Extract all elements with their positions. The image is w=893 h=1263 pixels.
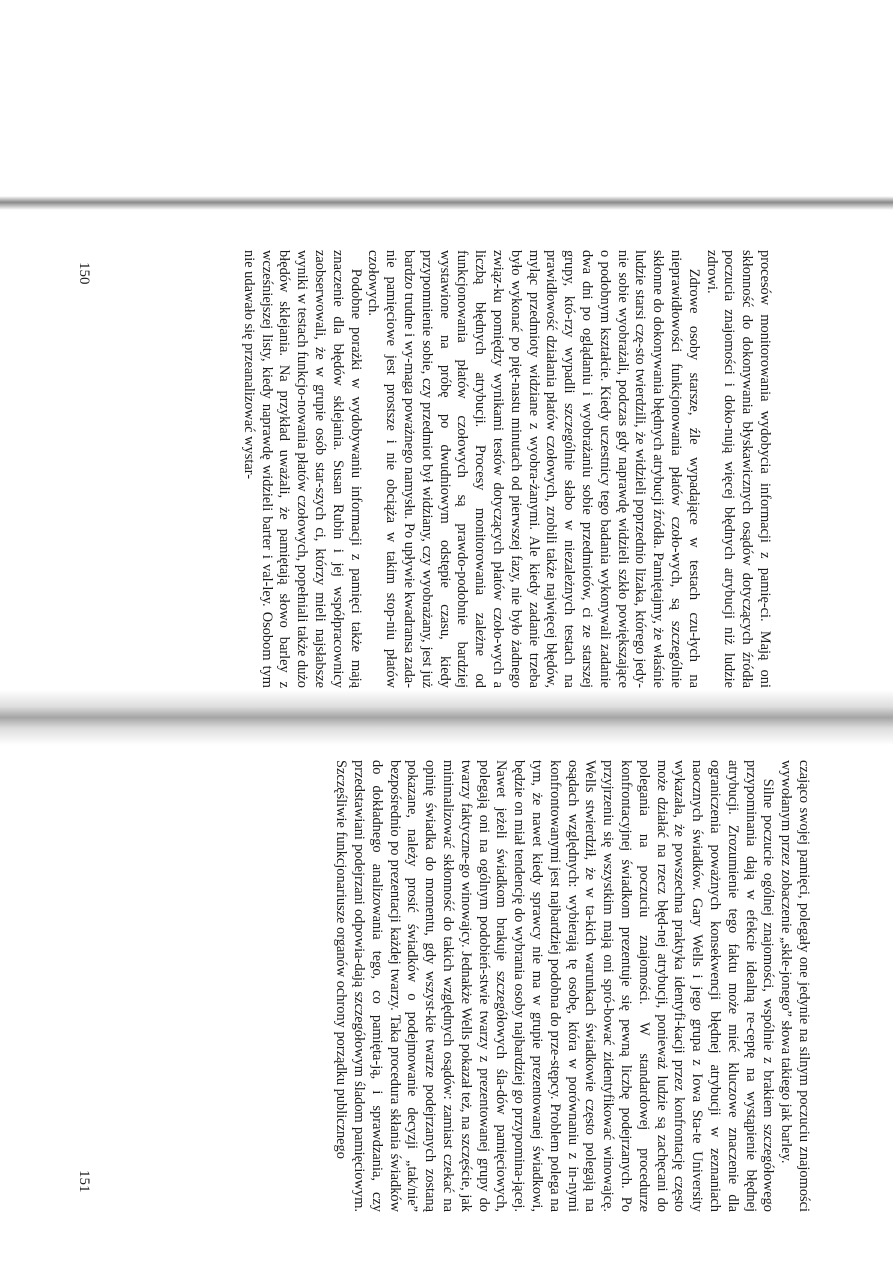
page-number-right: 151	[76, 1170, 92, 1193]
book-gutter	[0, 690, 893, 745]
paragraph: czająco swojej pamięci, polegały one jedynie na silnym poczuciu znajomości wywołanym przez zobaczenie „skle-jonego” słowa takiego jak barley.	[778, 760, 812, 1212]
paragraph: procesów monitorowania wydobycia informacji z pamię-ci. Mają oni skłonność do dokonywania błyskawicznych osądów dotyczących źródła poczucia znajomości i doko-nują więcej błędnych atrybucji niż ludzie zdrowi.	[703, 250, 773, 688]
paragraph: Podobne porażki w wydobywaniu informacji z pamięci także mają znaczenie dla błędów sklejania. Susan Rubin i jej współpracownicy zaobserwowali, że w grupie osób star-szych ci, którzy mieli najsłabsze wyniki w testach funkcjo-nowania płatów czołowych, popełniali także dużo błędów sklejania. Na przykład uważali, że pamiętają słowo barley z wcześniejszej listy, kiedy naprawdę widzieli barter i val-ley. Osobom tym nie udawało się przeanalizować wystar-	[240, 250, 364, 688]
right-page-text	[100, 760, 812, 1212]
paragraph: Zdrowe osoby starsze, źle wypadające w testach czu-łych na nieprawidłowości funkcjonowania płatów czoło-wych, są szczególnie skłonne do dokonywania błędnych atrybucji źródła. Pamiętajmy, że właśnie ludzie starsi czę-sto twierdzili, że widzieli poprzednio lizaka, którego jedy-nie sobie wyobrażali, podczas gdy naprawdę widzieli szkło powiększające o podobnym kształcie. Kiedy uczestnicy tego badania wykonywali zadanie dwa dni po oglądaniu i wyobrażaniu sobie przedmiotów, ci ze starszej grupy, któ-rzy wypadli szczególnie słabo w niezależnych testach na prawidłowość działania płatów czołowych, zrobili także najwięcej błędów, myląc przedmioty widziane z wyobra-żanymi. Ale kiedy zadanie trzeba było wykonać po pięt-nastu minutach od pierwszej fazy, nie było żadnego związ-ku pomiędzy wynikami testów dotyczących płatów czoło-wych a liczbą błędnych atrybucji. Procesy monitorowania zależne od funkcjonowania płatów czołowych są prawdo-podobnie bardziej wystawione na próbę po dwudniowym odstępie czasu, kiedy przypomnienie sobie, czy przedmiot był widziany, czy wyobrażany, jest już bardzo trudne i wy-maga poważnego namysłu. Po upływie kwadransa zada-nie pamięciowe jest prostsze i nie obciąża w takim stop-niu płatów czołowych.	[365, 250, 702, 688]
left-page-text	[100, 250, 773, 688]
scan-edge-shadow	[0, 196, 893, 210]
paragraph: Silne poczucie ogólnej znajomości, wspólnie z brakiem szczegółowego przypominania dają w efekcie idealną re-ceptę na wystąpienie błędnej atrybucji. Zrozumienie tego faktu może mieć kluczowe znaczenie dla ograniczenia poważnych konsekwencji błędnej atrybucji w zeznaniach naocznych świadków. Gary Wells i jego grupa z Iowa Sta-te University wykazała, że powszechna praktyka identyfi-kacji przez konfrontację często może działać na rzecz błęd-nej atrybucji, ponieważ ludzie są zachęcani do polegania na poczuciu znajomości. W standardowej procedurze konfrontacyjnej świadkom prezentuje się pewną liczbę podejrzanych. Po przyjrzeniu się wszystkim mają oni spró-bować zidentyfikować winowajcę. Wells stwierdził, że w ta-kich warunkach świadkowie często polegają na osądach względnych: wybierają tę osobę, która w porównaniu z in-nymi konfrontowanymi jest najbardziej podobna do prze-stępcy. Problem polega na tym, że nawet kiedy sprawcy nie ma w grupie prezentowanej świadkowi, będzie on miał tendencję do wybrania osoby najbardziej go przypomina-jącej. Nawet jeżeli świadkom brakuje szczegółowych śla-dów pamięciowych, polegają oni na ogólnym podobień-stwie twarzy z prezentowanej grupy do twarzy faktyczne-go winowajcy. Jednakże Wells pokazał też, na szczęście, jak minimalizować skłonność do takich względnych osądów: zamiast czekać na opinię świadka do momentu, gdy wszyst-kie twarze podejrzanych zostaną pokazane, należy prosić świadków o podejmowanie decyzji „tak/nie” bezpośrednio po prezentacji każdej twarzy. Taka procedura skłania świadków do dokładnego analizowania tego, co pamięta-ją, i sprawdzania, czy przedstawiani podejrzani odpowia-dają szczegółowym śladom pamięciowym. Szczęśliwie funkcjonariusze organów ochrony porządku publicznego	[333, 760, 777, 1212]
page-number-left: 150	[76, 262, 92, 285]
